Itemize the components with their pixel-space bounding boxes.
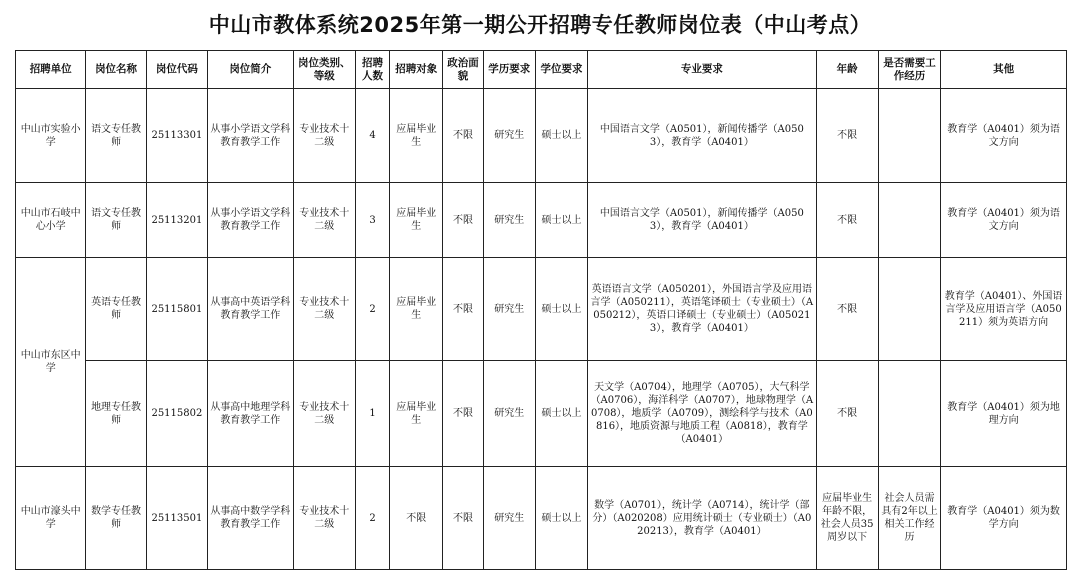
header-row: [16, 51, 1067, 89]
cell-target: 应届毕业生: [390, 183, 443, 258]
cell-age: 不限: [816, 258, 878, 361]
cell-position-name: 语文专任教师: [86, 89, 146, 183]
cell-major: 数学（A0701），统计学（A0714），统计学（部分）（A020208）应用统计硕士（专业硕士）（A020213），教育学（A0401）: [588, 467, 816, 570]
cell-age: 不限: [816, 361, 878, 467]
cell-position-name: 语文专任教师: [86, 183, 146, 258]
cell-position-desc: 从事小学语文学科教育教学工作: [208, 183, 293, 258]
cell-political: 不限: [443, 467, 483, 570]
cell-other: 教育学（A0401）须为地理方向: [941, 361, 1067, 467]
header-category: 岗位类别、等级: [293, 51, 355, 89]
cell-category: 专业技术十二级: [293, 89, 355, 183]
cell-unit: 中山市石岐中心小学: [16, 183, 86, 258]
cell-position-code: 25113301: [146, 89, 207, 183]
cell-target: 应届毕业生: [390, 258, 443, 361]
header-major: 专业要求: [588, 51, 816, 89]
cell-experience: [878, 361, 940, 467]
cell-major: 天文学（A0704），地理学（A0705），大气科学（A0706），海洋科学（A0707），地球物理学（A0708），地质学（A0709），测绘科学与技术（A0816），地质资源与地质工程（A0818），教育学（A0401）: [588, 361, 816, 467]
cell-experience: 社会人员需具有2年以上相关工作经历: [878, 467, 940, 570]
cell-target: 不限: [390, 467, 443, 570]
cell-position-name: 地理专任教师: [86, 361, 146, 467]
positions-table: [15, 50, 1067, 570]
cell-age: 不限: [816, 183, 878, 258]
cell-experience: [878, 183, 940, 258]
cell-unit: 中山市东区中学: [16, 258, 86, 467]
header-position-name: 岗位名称: [86, 51, 146, 89]
cell-count: 4: [355, 89, 389, 183]
cell-degree: 硕士以上: [535, 183, 587, 258]
cell-education: 研究生: [483, 361, 535, 467]
cell-unit: 中山市实验小学: [16, 89, 86, 183]
cell-count: 1: [355, 361, 389, 467]
table-row: [16, 361, 1067, 467]
cell-experience: [878, 258, 940, 361]
header-target: 招聘对象: [390, 51, 443, 89]
cell-target: 应届毕业生: [390, 89, 443, 183]
cell-political: 不限: [443, 183, 483, 258]
cell-category: 专业技术十二级: [293, 361, 355, 467]
cell-position-desc: 从事高中数学学科教育教学工作: [208, 467, 293, 570]
cell-major: 英语语言文学（A050201），外国语言学及应用语言学（A050211），英语笔译硕士（专业硕士）（A050212），英语口译硕士（专业硕士）（A050213），教育学（A0401）: [588, 258, 816, 361]
cell-position-name: 英语专任教师: [86, 258, 146, 361]
cell-education: 研究生: [483, 183, 535, 258]
header-age: 年龄: [816, 51, 878, 89]
header-other: 其他: [941, 51, 1067, 89]
table-row: [16, 183, 1067, 258]
cell-position-code: 25113201: [146, 183, 207, 258]
cell-position-name: 数学专任教师: [86, 467, 146, 570]
cell-degree: 硕士以上: [535, 258, 587, 361]
cell-other: 教育学（A0401）须为语文方向: [941, 89, 1067, 183]
cell-position-desc: 从事高中地理学科教育教学工作: [208, 361, 293, 467]
cell-category: 专业技术十二级: [293, 467, 355, 570]
header-experience: 是否需要工作经历: [878, 51, 940, 89]
cell-position-desc: 从事高中英语学科教育教学工作: [208, 258, 293, 361]
cell-age: 应届毕业生年龄不限，社会人员35周岁以下: [816, 467, 878, 570]
cell-age: 不限: [816, 89, 878, 183]
header-education: 学历要求: [483, 51, 535, 89]
header-count: 招聘人数: [355, 51, 389, 89]
page-title: 中山市教体系统2025年第一期公开招聘专任教师岗位表（中山考点）: [208, 13, 872, 37]
cell-political: 不限: [443, 258, 483, 361]
table-row: [16, 89, 1067, 183]
cell-category: 专业技术十二级: [293, 183, 355, 258]
header-position-desc: 岗位简介: [208, 51, 293, 89]
cell-major: 中国语言文学（A0501），新闻传播学（A0503），教育学（A0401）: [588, 183, 816, 258]
table-row: [16, 258, 1067, 361]
cell-degree: 硕士以上: [535, 361, 587, 467]
cell-other: 教育学（A0401）须为数学方向: [941, 467, 1067, 570]
cell-position-code: 25115801: [146, 258, 207, 361]
cell-experience: [878, 89, 940, 183]
cell-position-code: 25113501: [146, 467, 207, 570]
cell-position-desc: 从事小学语文学科教育教学工作: [208, 89, 293, 183]
cell-other: 教育学（A0401）须为语文方向: [941, 183, 1067, 258]
cell-position-code: 25115802: [146, 361, 207, 467]
cell-category: 专业技术十二级: [293, 258, 355, 361]
cell-count: 2: [355, 467, 389, 570]
cell-degree: 硕士以上: [535, 467, 587, 570]
cell-education: 研究生: [483, 89, 535, 183]
header-political: 政治面貌: [443, 51, 483, 89]
cell-major: 中国语言文学（A0501），新闻传播学（A0503），教育学（A0401）: [588, 89, 816, 183]
cell-other: 教育学（A0401）、外国语言学及应用语言学（A050211）须为英语方向: [941, 258, 1067, 361]
cell-political: 不限: [443, 89, 483, 183]
table-row: [16, 467, 1067, 570]
cell-count: 2: [355, 258, 389, 361]
cell-degree: 硕士以上: [535, 89, 587, 183]
cell-count: 3: [355, 183, 389, 258]
header-position-code: 岗位代码: [146, 51, 207, 89]
cell-target: 应届毕业生: [390, 361, 443, 467]
cell-education: 研究生: [483, 258, 535, 361]
header-unit: 招聘单位: [16, 51, 86, 89]
cell-political: 不限: [443, 361, 483, 467]
cell-education: 研究生: [483, 467, 535, 570]
header-degree: 学位要求: [535, 51, 587, 89]
cell-unit: 中山市濠头中学: [16, 467, 86, 570]
